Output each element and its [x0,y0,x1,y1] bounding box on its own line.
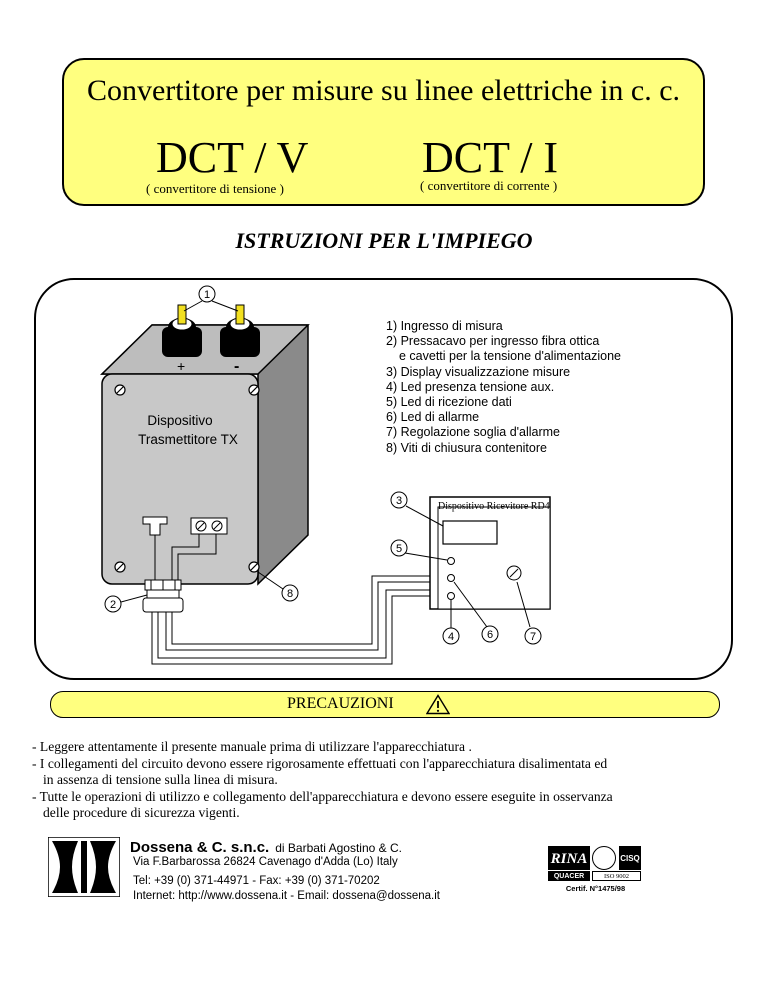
safety-notes [32,739,752,822]
receiver-display [443,521,497,544]
certification-badges [548,846,643,896]
callout-6: 6 [486,629,494,641]
legend-item: 8) Viti di chiusura contenitore [386,440,547,455]
transmitter-front-face [102,374,258,584]
document-title: Convertitore per misure su linee elettriche in c. c. [86,74,681,107]
screw-icon [249,562,259,572]
callout-2: 2 [109,599,117,611]
model-dct-v-description: ( convertitore di tensione ) [146,181,284,196]
transmitter-device [102,325,308,584]
company-web-contact: Internet: http://www.dossena.it - Email: dossena@dossena.it [133,890,440,902]
plus-terminal-label: + [177,358,186,374]
power-led-icon [448,593,455,600]
legend-item: e cavetti per la tensione d'alimentazione [399,349,621,364]
cable-gland [143,580,183,612]
callout-3: 3 [395,495,403,507]
certificate-number: Certif. N°1475/98 [565,884,626,893]
model-dct-i-description: ( convertitore di corrente ) [420,178,558,193]
data-led-icon [448,558,455,565]
legend-item: 4) Led presenza tensione aux. [386,379,555,394]
screw-icon [115,562,125,572]
note-line: - I collegamenti del circuito devono essere rigorosamente effettuati con l'apparecchiatura disalimentata ed [32,755,608,771]
header-banner [62,58,705,206]
callout-4: 4 [447,631,455,643]
legend-item: 6) Led di allarme [386,410,480,425]
iso-label: ISO 9002 [592,871,641,881]
note-line: in assenza di tensione sulla linea di misura. [43,772,278,788]
transmitter-label-line1: Dispositivo [147,413,213,428]
model-dct-v: DCT / V [156,133,309,182]
cisq-logo: CISQ [619,846,641,870]
minus-terminal-label: - [234,358,240,375]
quacer-label: QUACER [548,871,590,881]
warning-triangle-icon [426,694,450,715]
screw-icon [249,385,259,395]
legend-item: 3) Display visualizzazione misure [386,364,571,379]
rina-logo: RINA [548,846,590,870]
legend-item: 2) Pressacavo per ingresso fibra ottica [386,334,600,349]
model-dct-i: DCT / I [422,133,559,182]
company-phone: Tel: +39 (0) 371-44971 - Fax: +39 (0) 371-70202 [133,875,380,887]
diagram-panel [34,278,733,680]
receiver-device [430,497,550,609]
callout-8: 8 [286,588,294,600]
instructions-heading: ISTRUZIONI PER L'IMPIEGO [235,228,533,253]
company-address: Via F.Barbarossa 26824 Cavenago d'Adda (Lo) Italy [133,856,398,868]
note-line: - Tutte le operazioni di utilizzo e collegamento dell'apparecchiatura e devono essere eseguite in osservanza [32,788,613,804]
callout-1-number: 1 [203,289,211,301]
precautions-banner [50,691,720,718]
note-line: delle procedure di sicurezza vigenti. [43,805,240,821]
company-name: Dossena & C. s.n.c. di Barbati Agostino & C. [130,839,402,856]
alarm-led-icon [448,575,455,582]
callout-5: 5 [395,543,403,555]
legend-item: 7) Regolazione soglia d'allarme [386,425,561,440]
note-line: - Leggere attentamente il presente manuale prima di utilizzare l'apparecchiatura . [32,739,472,754]
component-legend [386,319,621,456]
company-owner: di Barbati Agostino & C. [275,841,402,855]
transmitter-label-line2: Trasmettitore TX [138,432,238,447]
legend-item: 5) Led di ricezione dati [386,395,512,410]
receiver-label: Dispositivo Ricevitore RD4 [438,501,550,512]
callout-7: 7 [529,631,537,643]
precautions-label: PRECAUZIONI [287,695,394,712]
screw-icon [115,385,125,395]
company-logo-icon [48,837,120,897]
quacer-seal-icon [592,846,616,870]
legend-item: 1) Ingresso di misura [386,319,503,333]
